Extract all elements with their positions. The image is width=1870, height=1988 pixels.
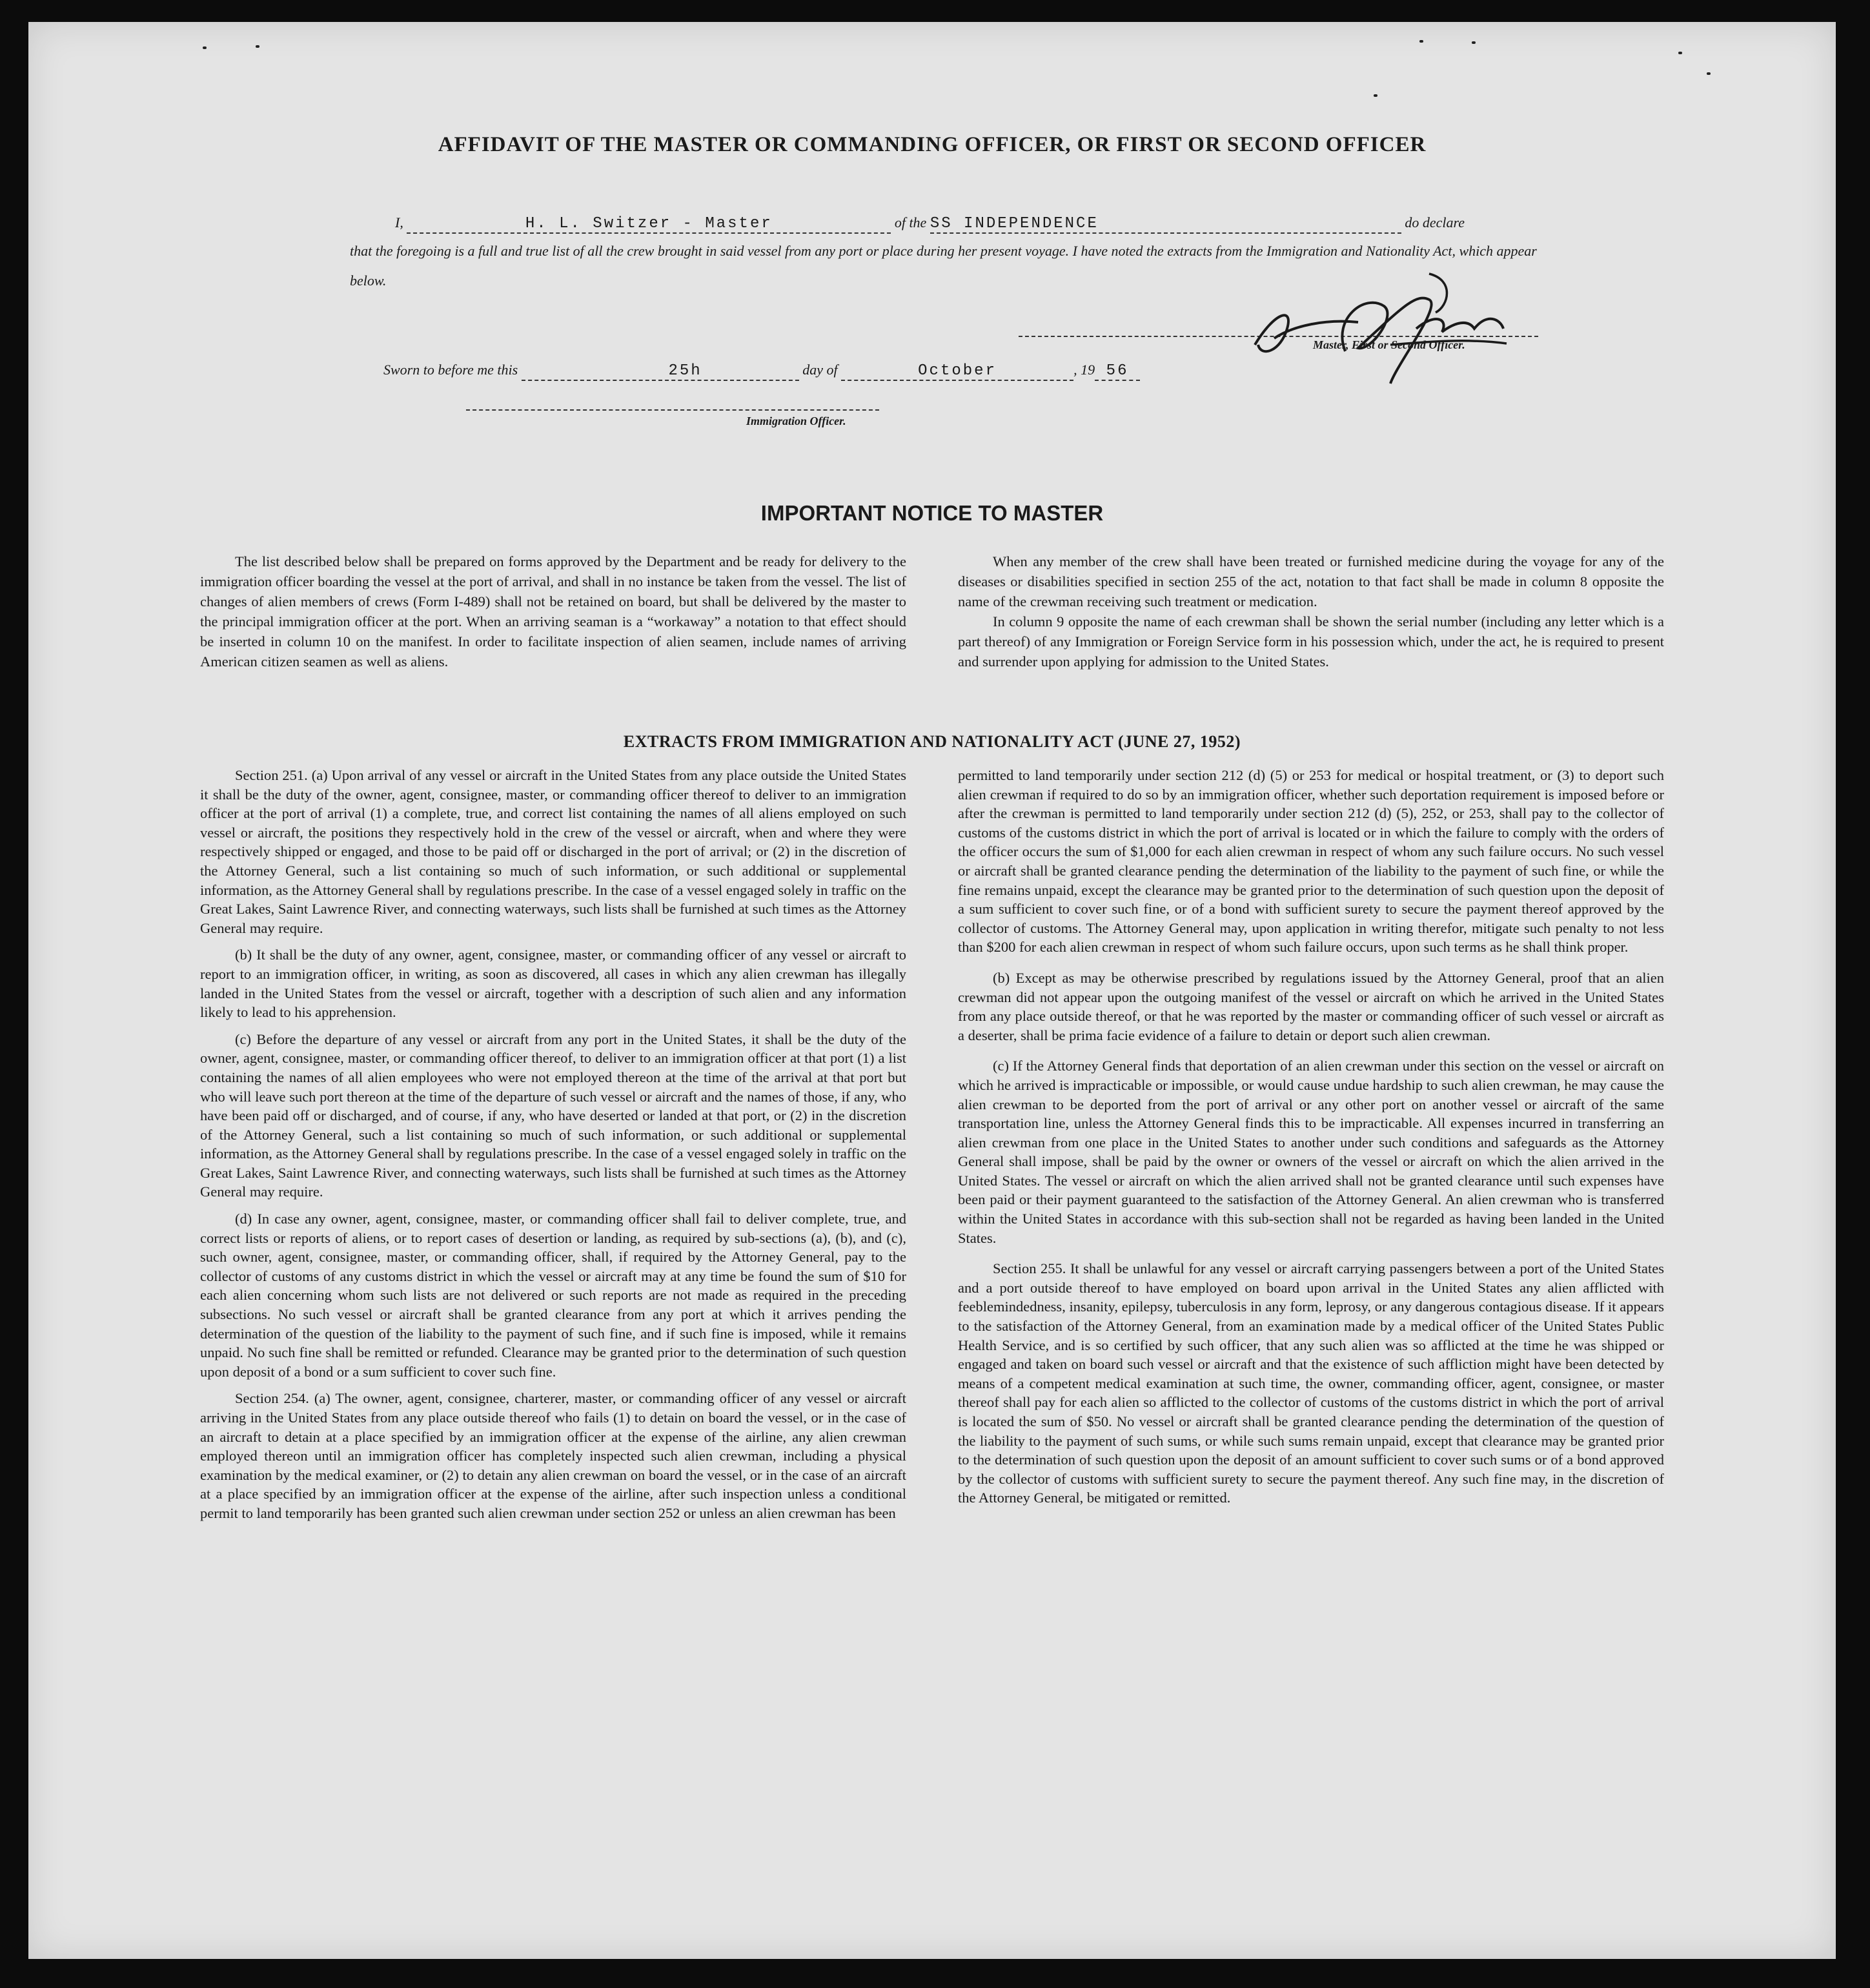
month-field: October: [841, 363, 1073, 381]
immigration-officer-line: [466, 409, 879, 411]
notice-heading: IMPORTANT NOTICE TO MASTER: [760, 501, 1104, 525]
scan-speck: [1707, 72, 1711, 75]
notice-left-column: [200, 551, 906, 671]
sworn-label: Sworn to before me this: [383, 362, 518, 378]
section-254a: Section 254. (a) The owner, agent, consignee, charterer, master, or commanding officer of any vessel or aircraft arriving in the United States from any place outside thereof who fails (1) to detain on board the vessel, or in the case of an aircraft to detain at a place specified by an immigration officer at the expense of the airline, any alien crewman employed thereon until an immigration officer has completely inspected such alien crewman, including a physical examination by the medical examiner, or (2) to detain any alien crewman on board the vessel, or in the case of an aircraft at a place specified by an immigration officer at the expense of the airline, after such inspection unless a conditional permit to land temporarily has been granted such alien crewman under section 252 or unless an alien crewman has been: [200, 1390, 906, 1521]
extracts-heading: EXTRACTS FROM IMMIGRATION AND NATIONALITY ACT (JUNE 27, 1952): [623, 732, 1241, 751]
section-255: Section 255. It shall be unlawful for any vessel or aircraft carrying passengers between a port of the United States and a port outside thereof to have employed on board upon arrival in the United States any alien afflicted with feeblemindedness, insanity, epilepsy, tuberculosis in any form, leprosy, or any dangerous contagious disease. If it appears to the satisfaction of the Attorney General, from an examination made by a medical officer of the United States Public Health Service, and is so certified by such officer, that any such alien was so afflicted at the time he was shipped or engaged and taken on board such vessel or aircraft and that the existence of such affliction might have been detected by means of a competent medical examination at such time, the owner, commanding officer, agent, consignee, or master thereof shall pay for each alien so afflicted to the collector of customs of the customs district in which the port of arrival is located the sum of $50. No vessel or aircraft shall be granted clearance pending the determination of the question of the liability to the payment of such sums, or while such sums remain unpaid, except that clearance may be granted prior to the determination of such question upon the deposit of an amount sufficient to cover such sums or of a bond approved by the collector of customs with sufficient surety to secure the payment thereof. Any such fine may, in the discretion of the Attorney General, be mitigated or remitted.: [958, 1260, 1664, 1506]
do-declare-label: do declare: [1405, 214, 1465, 231]
year-prefix-label: , 19: [1073, 362, 1095, 378]
scan-speck: [256, 45, 259, 48]
sworn-line: [383, 362, 1140, 381]
declaration-text: that the foregoing is a full and true list of all the crew brought in said vessel from any port or place during her present voyage. I have noted the extracts from the Immigration and Nationality Act, which appear below.: [350, 243, 1537, 289]
extracts-left-column: [200, 766, 906, 1531]
master-officer-label: Master, First or Second Officer.: [1313, 338, 1465, 351]
master-signature: [1235, 267, 1539, 396]
master-name-field: H. L. Switzer - Master: [407, 216, 891, 234]
section-254c: (c) If the Attorney General finds that deportation of an alien crewman under this section on the vessel or aircraft on which he arrived is impracticable or impossible, or would cause undue hardship to such alien crewman, he may cause the alien crewman to be deported from the port of arrival or any other port on another vessel or aircraft of the same transportation line, unless the Attorney General finds this to be impracticable. All expenses incurred in transferring an alien crewman from one place in the United States to another under such conditions and safeguards as the Attorney General shall impose, shall be paid by the owner or owners of the vessel or aircraft on which the alien arrived in the United States. The vessel or aircraft on which the alien arrived shall not be granted clearance until such expenses have been paid or their payment guaranteed to the satisfaction of the Attorney General. An alien crewman who is transferred within the United States in accordance with this sub-section shall not be regarded as having been landed in the United States.: [958, 1058, 1664, 1246]
day-field: 25h: [522, 363, 799, 381]
notice-right-paragraph-1: When any member of the crew shall have been treated or furnished medicine during the voyage for any of the diseases or disabilities specified in section 255 of the act, notation to that fact shall be made in column 8 opposite the name of the crewman receiving such treatment or medication.: [958, 553, 1664, 610]
scan-speck: [1374, 94, 1377, 97]
document-page: [28, 22, 1836, 1959]
day-of-label: day of: [802, 362, 838, 378]
immigration-officer-label: Immigration Officer.: [746, 415, 846, 427]
year-field: 56: [1095, 363, 1140, 381]
section-251b: (b) It shall be the duty of any owner, agent, consignee, master, or commanding officer of any vessel or aircraft to report to an immigration officer, in writing, as soon as discovered, all cases in which any alien crewman has illegally landed in the United States from the vessel or aircraft, together with a description of such alien and any information likely to lead to his apprehension.: [200, 947, 906, 1021]
scan-speck: [1678, 52, 1682, 54]
affidavit-title: AFFIDAVIT OF THE MASTER OR COMMANDING OFFICER, OR FIRST OR SECOND OFFICER: [438, 133, 1427, 156]
section-251a: Section 251. (a) Upon arrival of any vessel or aircraft in the United States from any place outside the United States it shall be the duty of the owner, agent, consignee, master, or commanding officer thereof to deliver to an immigration officer at the port of arrival (1) a complete, true, and correct list containing the names of all aliens employed on such vessel or aircraft, the positions they respectively hold in the crew of the vessel or aircraft, when and where they were respectively shipped or engaged, and those to be paid off or discharged in the port of arrival; or (2) in the discretion of the Attorney General, such a list containing so much of such information, or such additional or supplemental information, as the Attorney General shall by regulations prescribe. In the case of a vessel engaged solely in traffic on the Great Lakes, Saint Lawrence River, and connecting waterways, such lists shall be furnished at such times as the Attorney General may require.: [200, 767, 906, 936]
section-251c: (c) Before the departure of any vessel or aircraft from any port in the United States, it shall be the duty of the owner, agent, consignee, master, or commanding officer thereof, to deliver to an immigration officer at that port (1) a list containing the names of all alien employees who were not employed thereon at the time of the arrival at that port but who will leave such port thereon at the time of the departure of such vessel or aircraft and the names of those, if any, who have been paid off or discharged, and of course, if any, who have deserted or landed at that port, or (2) in the discretion of the Attorney General, such a list containing so much of such information, or such additional or supplemental information, as the Attorney General shall by regulations prescribe. In the case of a vessel engaged solely in traffic on the Great Lakes, Saint Lawrence River, and connecting waterways, such lists shall be furnished at such times as the Attorney General may require.: [200, 1030, 906, 1200]
of-the-label: of the: [894, 214, 927, 231]
notice-left-paragraph: The list described below shall be prepared on forms approved by the Department and be ready for delivery to the immigration officer boarding the vessel at the port of arrival, and shall in no instance be taken from the vessel. The list of changes of alien members of crews (Form I-489) shall not be retained on board, but shall be delivered by the master to the principal immigration officer at the port. When an arriving seaman is a “workaway” a notation to that effect should be inserted in column 10 on the manifest. In order to facilitate inspection of alien seamen, include names of arriving American citizen seamen as well as aliens.: [200, 553, 906, 670]
extracts-right-column: [958, 766, 1664, 1515]
scan-speck: [1472, 41, 1476, 44]
section-254a-continued: permitted to land temporarily under section 212 (d) (5) or 253 for medical or hospital treatment, or (3) to deport such alien crewman if required to do so by an immigration officer, whether such deportation requirement is imposed before or after the crewman is permitted to land temporarily under section 212 (d) (5), 252, or 253, shall pay to the collector of customs of the customs district in which the port of arrival is located or in which the failure to comply with the orders of the officer occurs the sum of $1,000 for each alien crewman in respect of whom any such failure occurs. No such vessel or aircraft shall be granted clearance pending the determination of the liability to the payment of such fine, or while the fine remains unpaid, except the clearance may be granted prior to the determination of such question upon the deposit of a sum sufficient to cover such fine, or of a bond with sufficient surety to secure the payment thereof approved by the collector of customs. The Attorney General may, upon application in writing therefor, mitigate such penalty to not less than $200 for each alien crewman in respect of whom such failure occurs, upon such terms as he shall think proper.: [958, 767, 1664, 956]
declarant-line: [395, 214, 1465, 234]
notice-right-paragraph-2: In column 9 opposite the name of each crewman shall be shown the serial number (including any letter which is a part thereof) of any Immigration or Foreign Service form in his possession which, under the act, he is required to present and surrender upon applying for admission to the United States.: [958, 613, 1664, 670]
notice-right-column: [958, 551, 1664, 671]
vessel-name-field: SS INDEPENDENCE: [930, 216, 1401, 234]
i-label: I,: [395, 214, 403, 231]
scan-speck: [1419, 40, 1423, 43]
scan-speck: [203, 46, 207, 49]
section-251d: (d) In case any owner, agent, consignee, master, or commanding officer shall fail to deliver complete, true, and correct lists or reports of aliens, or to report cases of desertion or landing, as required by sub-sections (a), (b), and (c), such owner, agent, consignee, master, or commanding officer, shall, if required by the Attorney General, pay to the collector of customs of any customs district in which the vessel or aircraft may at any time be found the sum of $10 for each alien concerning whom such lists are not delivered or such reports are not made as required in the preceding subsections. No such vessel or aircraft shall be granted clearance from any port at which it arrives pending the determination of the question of the liability to the payment of such fine, and if such fine is imposed, while it remains unpaid. No such fine shall be remitted or refunded. Clearance may be granted prior to the determination of such question upon deposit of a bond or a sum sufficient to cover such fine.: [200, 1211, 906, 1380]
section-254b: (b) Except as may be otherwise prescribed by regulations issued by the Attorney General, proof that an alien crewman did not appear upon the outgoing manifest of the vessel or aircraft on which he arrived in the United States from any place outside thereof, or that he was reported by the master or commanding officer of such vessel or aircraft as a deserter, shall be prima facie evidence of a failure to detain or deport such alien crewman.: [958, 969, 1664, 1043]
